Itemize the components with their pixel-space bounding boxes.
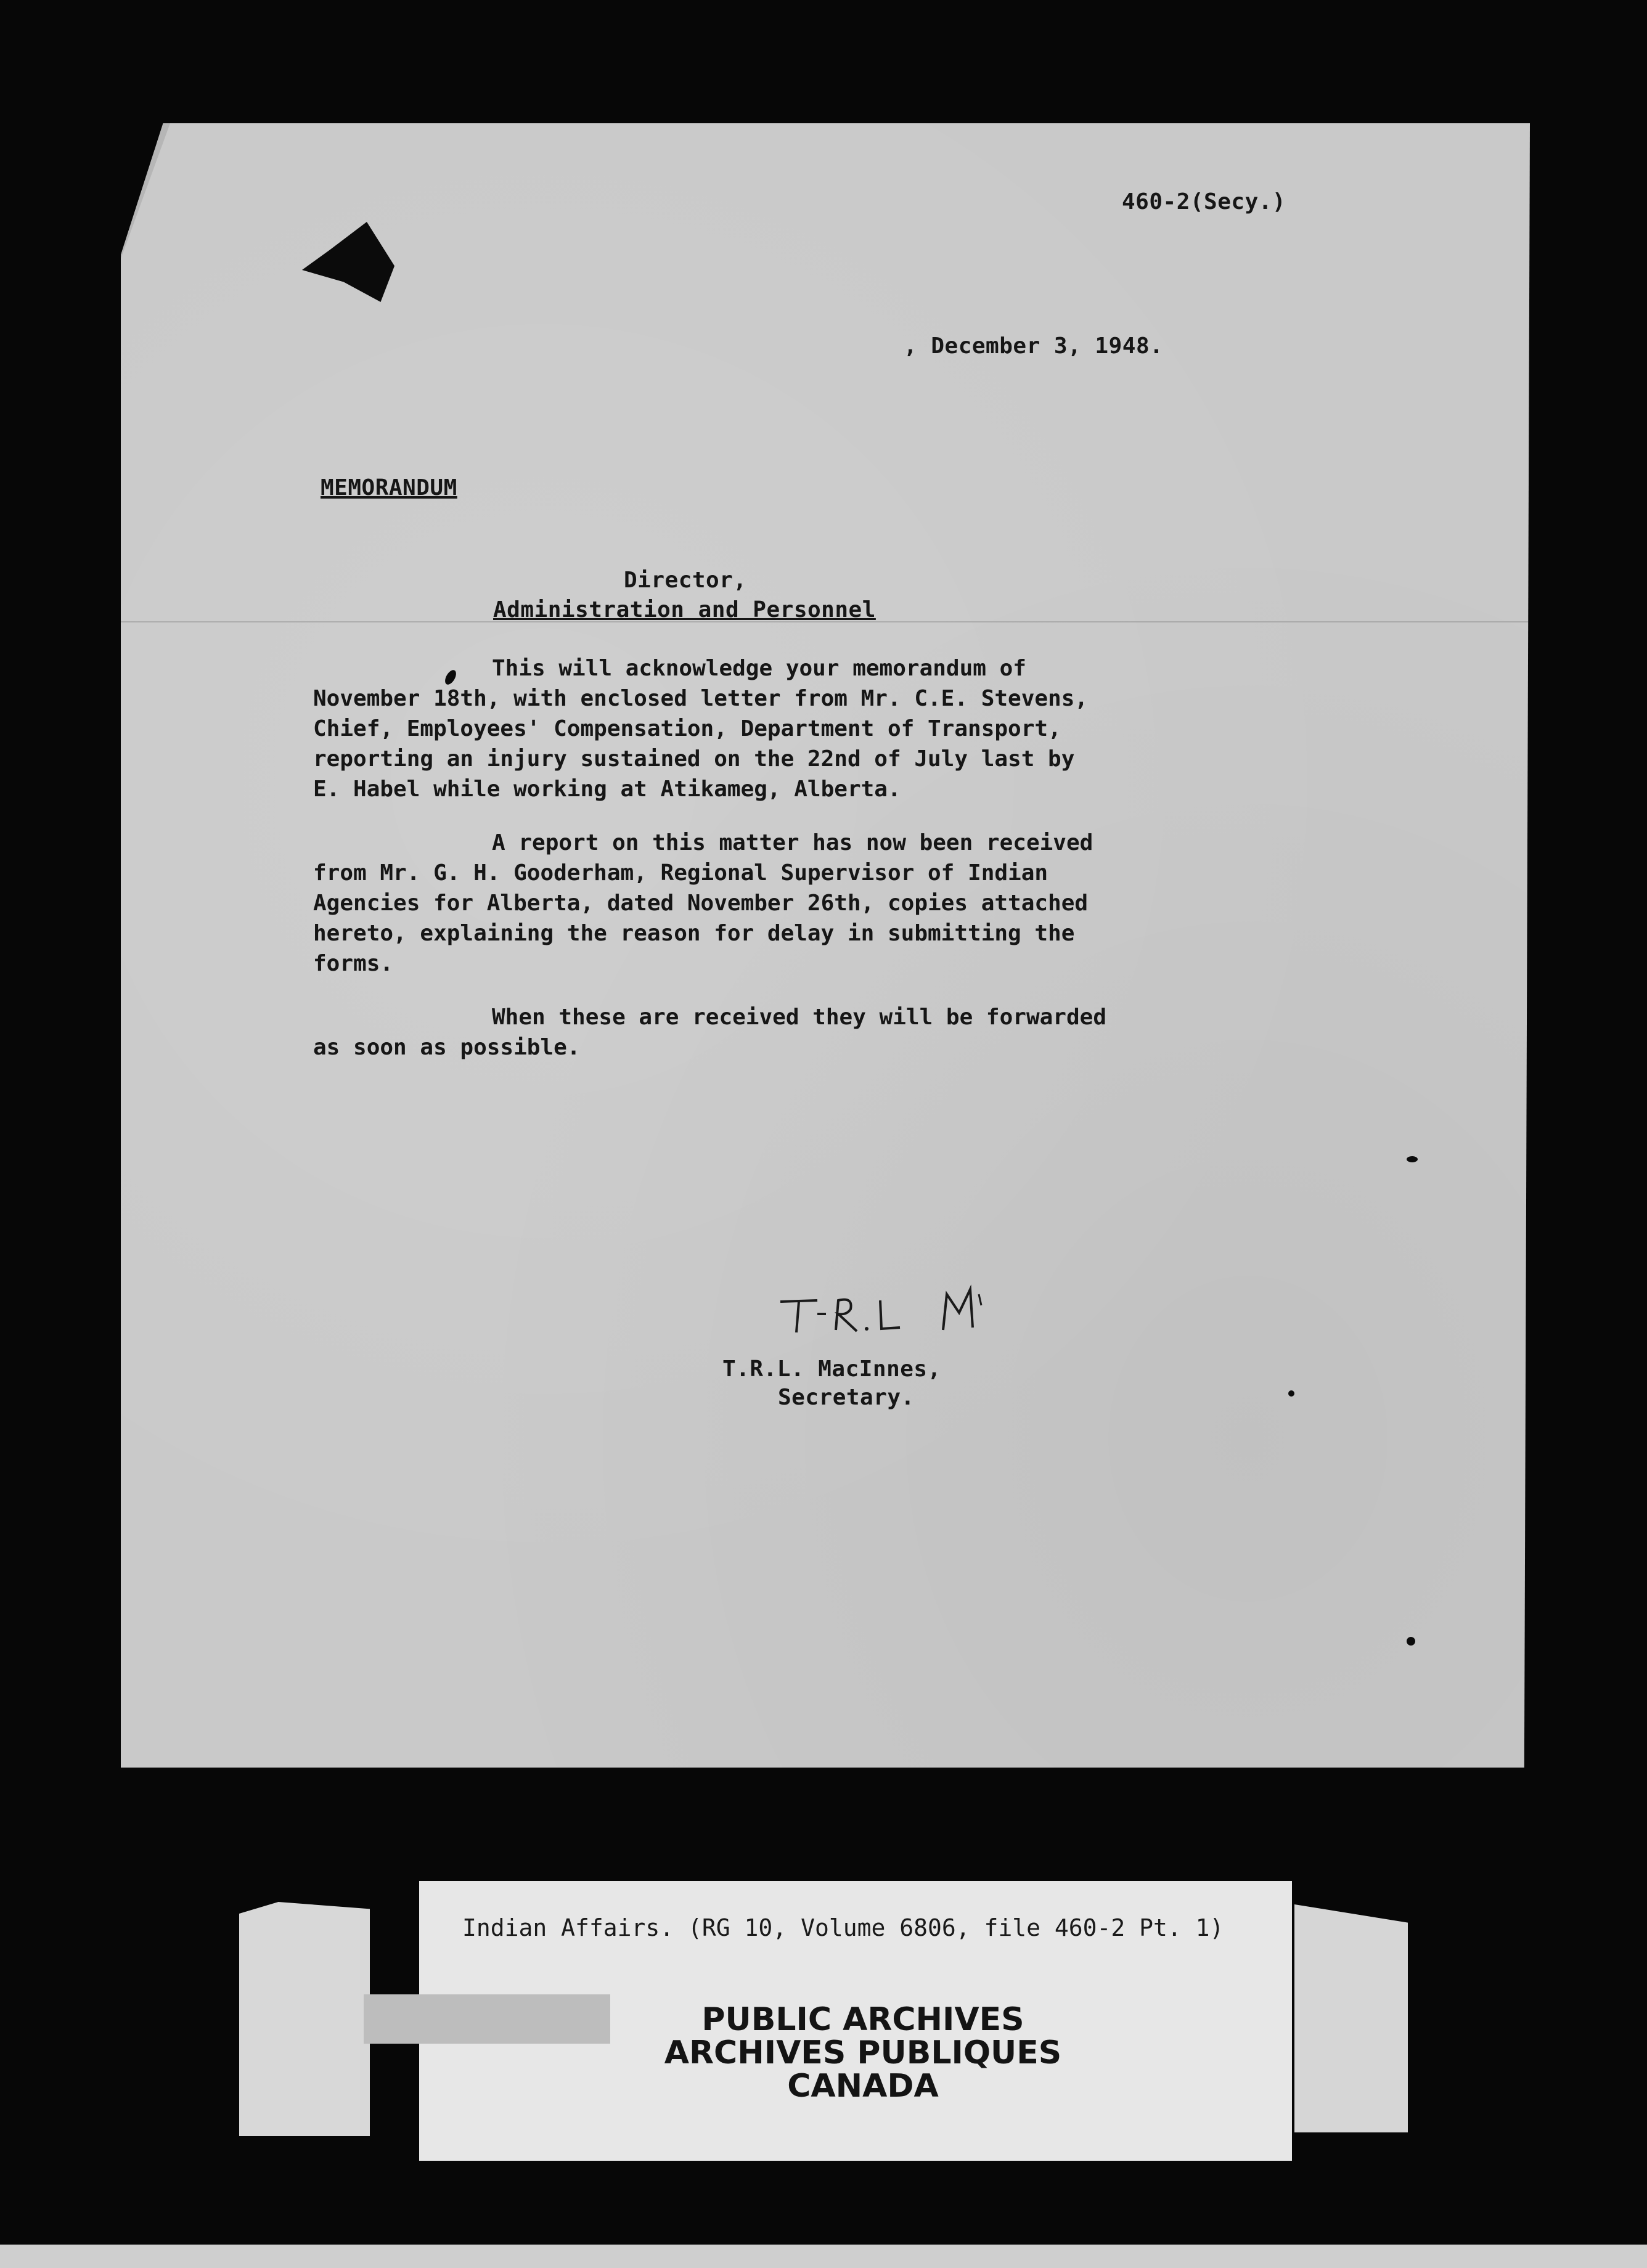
body-line: reporting an injury sustained on the 22nd of July last by: [313, 746, 1075, 772]
ink-speck-mark: [1407, 1156, 1418, 1162]
film-edge-strip: [0, 2245, 1647, 2268]
addressee-title: Director,: [624, 568, 747, 593]
body-line: hereto, explaining the reason for delay in submitting the: [313, 921, 1075, 946]
archive-citation: Indian Affairs. (RG 10, Volume 6806, file 460-2 Pt. 1): [462, 1914, 1224, 1941]
archive-stamp: [555, 2003, 1171, 2103]
body-line: This will acknowledge your memorandum of: [492, 656, 1026, 681]
label-holder-left: [239, 1902, 370, 2136]
memo-body: [313, 653, 1349, 1086]
body-line: A report on this matter has now been received: [492, 830, 1093, 855]
signer-name: T.R.L. MacInnes,: [722, 1356, 941, 1382]
signer-title: Secretary.: [778, 1385, 915, 1410]
body-line: forms.: [313, 951, 394, 976]
body-line: as soon as possible.: [313, 1035, 581, 1060]
body-line: E. Habel while working at Atikameg, Alberta.: [313, 777, 901, 802]
memo-heading: MEMORANDUM: [321, 475, 457, 500]
addressee-department: Administration and Personnel: [493, 597, 876, 622]
archive-stamp-line: ARCHIVES PUBLIQUES: [664, 2034, 1062, 2071]
label-holder-right: [1294, 1904, 1408, 2132]
ink-speck-mark: [1288, 1390, 1294, 1397]
letter-date: , December 3, 1948.: [904, 333, 1164, 359]
body-line: Chief, Employees' Compensation, Department of Transport,: [313, 716, 1061, 741]
archive-stamp-line: CANADA: [787, 2068, 939, 2105]
body-line: November 18th, with enclosed letter from Mr. C.E. Stevens,: [313, 686, 1089, 711]
body-line: Agencies for Alberta, dated November 26th, copies attached: [313, 891, 1089, 916]
paragraph-forwarding: [313, 1002, 1349, 1063]
archive-stamp-line: PUBLIC ARCHIVES: [701, 2001, 1024, 2038]
ink-speck-mark: [1407, 1637, 1415, 1646]
paragraph-acknowledgement: [313, 653, 1349, 804]
file-number: 460-2(Secy.): [1122, 189, 1286, 214]
paragraph-report: [313, 828, 1349, 979]
body-line: from Mr. G. H. Gooderham, Regional Supervisor of Indian: [313, 860, 1048, 886]
handwritten-signature: [774, 1276, 1033, 1337]
body-line: When these are received they will be forwarded: [492, 1005, 1106, 1030]
